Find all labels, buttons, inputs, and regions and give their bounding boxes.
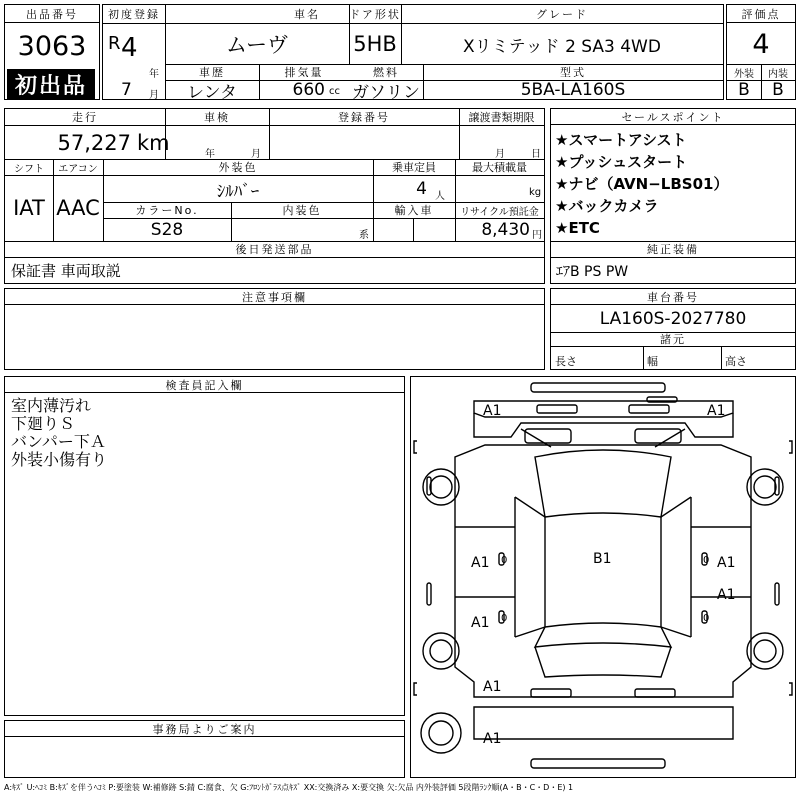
registration-month: 7 xyxy=(121,80,132,100)
label-interior-color: 内装色 xyxy=(282,204,322,217)
sales-point: ★ETC xyxy=(555,219,600,237)
rating-box xyxy=(726,4,796,100)
chassis-box xyxy=(550,288,796,370)
sales-point: ★プッシュスタート xyxy=(555,153,688,171)
label-first-registration: 初度登録 xyxy=(108,8,160,21)
label-history: 車歴 xyxy=(199,66,225,79)
inspector-line: 下廻りＳ xyxy=(11,414,76,433)
damage-rear-bumper: A1 xyxy=(483,731,502,747)
label-office: 事務局よりご案内 xyxy=(5,721,404,737)
load-unit: kg xyxy=(529,187,542,198)
damage-rear-left-quarter: A1 xyxy=(483,679,502,695)
car-name: ムーヴ xyxy=(226,33,288,57)
era: R xyxy=(108,33,121,54)
label-interior: 内装 xyxy=(768,68,788,80)
rating-value: 4 xyxy=(752,28,770,60)
label-color-no: カラーNo. xyxy=(135,204,199,217)
label-door-type: ドア形状 xyxy=(349,8,401,21)
lot-number: 3063 xyxy=(17,30,87,62)
label-exterior: 外装 xyxy=(734,68,754,80)
transfer-day-unit: 日 xyxy=(531,149,541,160)
label-grade: グレード xyxy=(536,8,588,21)
label-recycle: リサイクル預託金 xyxy=(460,206,539,218)
door-mark-right-front: 0 xyxy=(703,555,710,566)
capacity-unit: 人 xyxy=(435,191,445,202)
color-no: S28 xyxy=(150,220,184,240)
car-diagram xyxy=(410,376,796,778)
legend: A:ｷｽﾞ U:ﾍｺﾐ B:ｷｽﾞを伴うﾍｺﾐ P:要塗装 W:補修跡 S:錆 C:腐食、欠 G:ﾌﾛﾝﾄｶﾞﾗｽ点ｷｽﾞ XX:交換済み X:要交換 欠:欠品 内外装評価 5段階ﾗﾝｸ順(A・B・C・D・E) 1 xyxy=(4,783,574,792)
label-genuine: 純正装備 xyxy=(647,243,699,256)
door-mark-right-rear: 0 xyxy=(703,613,710,624)
exterior-color: ｼﾙﾊﾞｰ xyxy=(216,181,260,202)
damage-right-front-door: A1 xyxy=(717,555,736,571)
lot-label: 出品番号 xyxy=(5,5,99,23)
label-displacement: 排気量 xyxy=(284,66,324,79)
interior-color-unit: 系 xyxy=(359,230,369,241)
label-length: 長さ xyxy=(555,355,577,368)
inspector-line: 室内薄汚れ xyxy=(11,396,92,415)
label-model-code: 型式 xyxy=(560,66,586,79)
inspector-line: バンパー下Ａ xyxy=(11,432,106,451)
damage-front-left: A1 xyxy=(483,403,502,419)
label-import: 輸入車 xyxy=(394,204,434,217)
inspector-notes xyxy=(11,397,107,469)
registration-year: 4 xyxy=(121,33,138,63)
aircon: AAC xyxy=(56,196,100,220)
office-box xyxy=(4,720,405,778)
label-car-name: 車名 xyxy=(294,8,320,21)
displacement-unit: cc xyxy=(329,86,340,97)
month-unit: 月 xyxy=(149,90,159,101)
damage-right-rear-door: A1 xyxy=(717,587,736,603)
label-fuel: 燃料 xyxy=(373,66,399,79)
sales-points-box xyxy=(550,108,796,284)
first-listing-badge: 初出品 xyxy=(7,69,95,99)
exterior-grade: B xyxy=(738,80,750,100)
damage-roof: B1 xyxy=(593,551,612,567)
label-shift: シフト xyxy=(14,163,44,175)
recycle-amount: 8,430 xyxy=(481,220,530,240)
damage-front-right: A1 xyxy=(707,403,726,419)
damage-left-rear-door: A1 xyxy=(471,615,490,631)
vehicle-header xyxy=(102,4,724,103)
sales-point: ★スマートアシスト xyxy=(555,131,687,149)
label-exterior-color: 外装色 xyxy=(218,161,258,174)
capacity: 4 xyxy=(416,179,427,199)
label-height: 高さ xyxy=(725,355,747,368)
grade: Xリミテッド 2 SA3 4WD xyxy=(463,36,661,57)
details-table xyxy=(4,108,545,284)
lot-box xyxy=(4,4,100,100)
shift: IAT xyxy=(13,196,45,220)
door-mark-left-rear: 0 xyxy=(501,613,508,624)
inspection-year-unit: 年 xyxy=(205,149,215,160)
sales-points-list xyxy=(555,129,793,239)
inspector-line: 外装小傷有り xyxy=(11,450,108,469)
label-registration: 登録番号 xyxy=(338,111,390,124)
displacement: 660 xyxy=(292,80,325,100)
chassis-number: LA160S-2027780 xyxy=(599,309,747,329)
damage-left-front-door: A1 xyxy=(471,555,490,571)
label-rating: 評価点 xyxy=(727,5,795,23)
sales-point: ★ナビ（AVN−LBS01） xyxy=(555,175,729,193)
label-max-load: 最大積載量 xyxy=(472,161,527,174)
notes-box xyxy=(4,288,545,370)
mileage: 57,227 xyxy=(57,130,131,155)
later-parts: 保証書 車両取説 xyxy=(11,262,121,280)
model-code: 5BA-LA160S xyxy=(520,80,626,100)
label-width: 幅 xyxy=(647,355,658,368)
door-type: 5HB xyxy=(353,32,397,56)
inspector-box xyxy=(4,376,405,716)
label-dimensions: 諸元 xyxy=(660,333,686,346)
history: レンタ xyxy=(187,82,237,103)
label-transfer-docs: 譲渡書類期限 xyxy=(468,111,535,124)
label-capacity: 乗車定員 xyxy=(392,161,436,174)
label-mileage: 走行 xyxy=(72,111,98,124)
label-inspector: 検査員記入欄 xyxy=(5,377,404,393)
fuel: ガソリン xyxy=(352,82,420,103)
label-notes: 注意事項欄 xyxy=(5,289,544,305)
label-aircon: エアコン xyxy=(58,163,98,175)
inspection-month-unit: 月 xyxy=(251,149,261,160)
label-sales-points: セールスポイント xyxy=(551,109,795,125)
mileage-unit: km xyxy=(137,130,170,155)
genuine-equipment: ｴｱB PS PW xyxy=(556,263,629,280)
door-mark-left-front: 0 xyxy=(501,555,508,566)
sales-point: ★バックカメラ xyxy=(555,197,659,215)
recycle-unit: 円 xyxy=(532,230,542,241)
car-outline-diagram xyxy=(411,377,795,777)
label-later-parts: 後日発送部品 xyxy=(235,243,314,256)
label-chassis: 車台番号 xyxy=(551,289,795,305)
transfer-month-unit: 月 xyxy=(495,149,505,160)
interior-grade: B xyxy=(772,80,784,100)
year-unit: 年 xyxy=(149,69,159,80)
label-inspection: 車検 xyxy=(204,111,230,124)
